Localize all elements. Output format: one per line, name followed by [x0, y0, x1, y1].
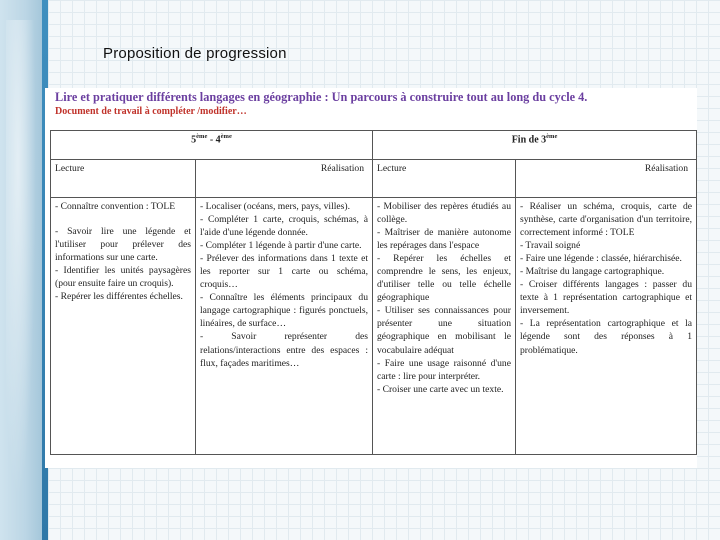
col-header-realisation-1: Réalisation — [196, 160, 373, 198]
cell-line: - La représentation cartographique et la légende sont des réponses à 1 problématique. — [520, 318, 693, 356]
cell-realisation-3e — [516, 198, 697, 455]
cell-line: - Utiliser ses connaissances pour présenter une situation géographique en mobilisant le vocabulaire adéquat — [377, 305, 511, 356]
cell-line: - Savoir représenter des relations/interactions entre des espaces : flux, façades maritimes… — [200, 331, 368, 369]
cell-line: - Faire une usage raisonné d'une carte : lire pour interpréter. — [377, 357, 511, 382]
cell-line: - Compléter 1 carte, croquis, schémas, à l'aide d'une légende donnée. — [200, 214, 368, 239]
cell-line: - Maîtrise du langage cartographique. — [520, 266, 665, 278]
cell-line: - Savoir lire une légende et l'utiliser pour prélever des informations sur une carte. — [55, 226, 191, 264]
cell-line: - Réaliser un schéma, croquis, carte de synthèse, carte d'organisation d'un territoire, correctement informé : TOLE — [520, 201, 693, 239]
level-header-5e-4e — [51, 131, 373, 160]
content-row — [51, 198, 697, 455]
left-decorative-band — [0, 0, 46, 540]
level-4e-sup: ème — [220, 133, 232, 140]
level-4e-base: 4 — [215, 134, 221, 146]
document-title: Lire et pratiquer différents langages en géographie : Un parcours à construire tout au long du cycle 4. — [55, 90, 588, 104]
level-header-fin-3e — [373, 131, 697, 160]
cell-line: - Identifier les unités paysagères (pour ensuite faire un croquis). — [55, 265, 191, 290]
cell-line: - Mobiliser des repères étudiés au collège. — [377, 201, 511, 226]
level-3e-sup: ème — [546, 133, 558, 140]
cell-line: - Travail soigné — [520, 240, 581, 252]
level-separator: - — [207, 134, 216, 146]
cell-line: - Croiser différents langages : passer du texte à 1 représentation cartographique et inversement. — [520, 279, 693, 317]
level-header-row — [51, 131, 697, 160]
progression-table — [50, 130, 697, 455]
cell-lecture-3e — [373, 198, 516, 455]
cell-line: - Connaître les éléments principaux du langage cartographique : figurés ponctuels, linéaires, de surface… — [200, 292, 368, 330]
cell-line: - Localiser (océans, mers, pays, villes). — [200, 201, 350, 212]
cell-line: - Compléter 1 légende à partir d'une carte. — [200, 240, 362, 252]
cell-line: - Prélever des informations dans 1 texte et les reporter sur 1 carte ou schéma, croquis… — [200, 253, 368, 291]
cell-line: - Croiser une carte avec un texte. — [377, 383, 504, 395]
level-5e-sup: ème — [196, 133, 208, 140]
cell-lecture-5e-4e — [51, 198, 196, 455]
cell-line: - Connaître convention : TOLE — [55, 201, 176, 212]
col-header-realisation-2: Réalisation — [516, 160, 697, 198]
cell-line: - Repérer les différentes échelles. — [55, 291, 183, 303]
level-3e-base: Fin de 3 — [511, 134, 547, 146]
document-image — [45, 88, 697, 468]
document-subtitle: Document de travail à compléter /modifier… — [55, 106, 247, 117]
column-header-row — [51, 160, 697, 198]
cell-line: - Maîtriser de manière autonome les repérages dans l'espace — [377, 227, 511, 252]
col-header-lecture-1: Lecture — [51, 160, 196, 198]
cell-realisation-5e-4e — [196, 198, 373, 455]
cell-line: - Repérer les échelles et comprendre le sens, les enjeux, d'utiliser telle ou telle échelle géographique — [377, 253, 511, 304]
col-header-lecture-2: Lecture — [373, 160, 516, 198]
level-5e-base: 5 — [191, 134, 197, 146]
cell-line: - Faire une légende : classée, hiérarchisée. — [520, 253, 682, 265]
slide-title: Proposition de progression — [103, 45, 287, 62]
